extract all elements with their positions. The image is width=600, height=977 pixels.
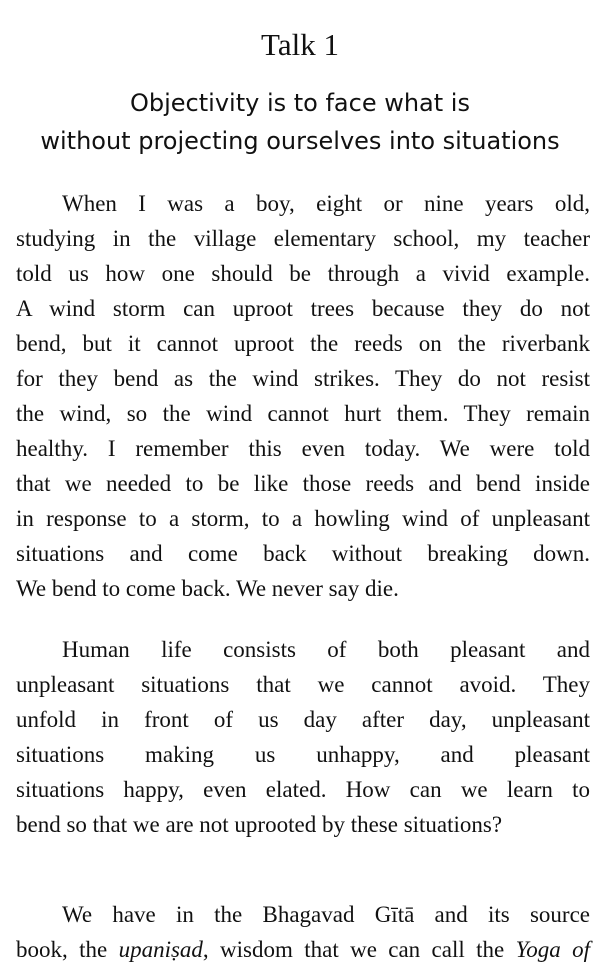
text-line: situations and come back without breaking down. bbox=[16, 541, 590, 566]
subtitle-line-1: Objectivity is to face what is bbox=[130, 89, 470, 117]
text-line: healthy. I remember this even today. We were told bbox=[16, 436, 590, 461]
text-line: that we needed to be like those reeds and bend inside bbox=[16, 471, 590, 496]
italic-term-yoga-of: Yoga of bbox=[515, 937, 590, 962]
paragraph-3 bbox=[16, 897, 590, 967]
text-line: We have in the Bhagavad Gītā and its source bbox=[62, 902, 590, 927]
text-line: A wind storm can uproot trees because they do not bbox=[16, 296, 590, 321]
text-line: We bend to come back. We never say die. bbox=[16, 576, 399, 601]
paragraph-1 bbox=[16, 186, 590, 606]
text-line: unpleasant situations that we cannot avoid. They bbox=[16, 672, 590, 697]
text-run: book, the bbox=[16, 937, 119, 962]
chapter-subtitle bbox=[0, 84, 600, 160]
paragraph-2 bbox=[16, 632, 590, 842]
text-line bbox=[16, 932, 590, 967]
text-line: situations happy, even elated. How can we learn to bbox=[16, 777, 590, 802]
subtitle-line-2: without projecting ourselves into situations bbox=[40, 127, 560, 155]
talk-title: Talk 1 bbox=[261, 27, 339, 62]
text-line: told us how one should be through a vivid example. bbox=[16, 261, 590, 286]
text-line: Human life consists of both pleasant and bbox=[62, 637, 590, 662]
text-line: When I was a boy, eight or nine years old, bbox=[62, 191, 590, 216]
text-line: bend so that we are not uprooted by these situations? bbox=[16, 812, 503, 837]
text-line: situations making us unhappy, and pleasant bbox=[16, 742, 590, 767]
text-line: for they bend as the wind strikes. They do not resist bbox=[16, 366, 590, 391]
text-line: the wind, so the wind cannot hurt them. They remain bbox=[16, 401, 590, 426]
text-line: in response to a storm, to a howling wind of unpleasant bbox=[16, 506, 590, 531]
text-line: studying in the village elementary school, my teacher bbox=[16, 226, 590, 251]
text-line: bend, but it cannot uproot the reeds on the riverbank bbox=[16, 331, 590, 356]
text-line: unfold in front of us day after day, unpleasant bbox=[16, 707, 590, 732]
italic-term-upanisad: upaniṣad bbox=[118, 937, 203, 962]
text-run: , wisdom that we can call the bbox=[202, 937, 516, 962]
